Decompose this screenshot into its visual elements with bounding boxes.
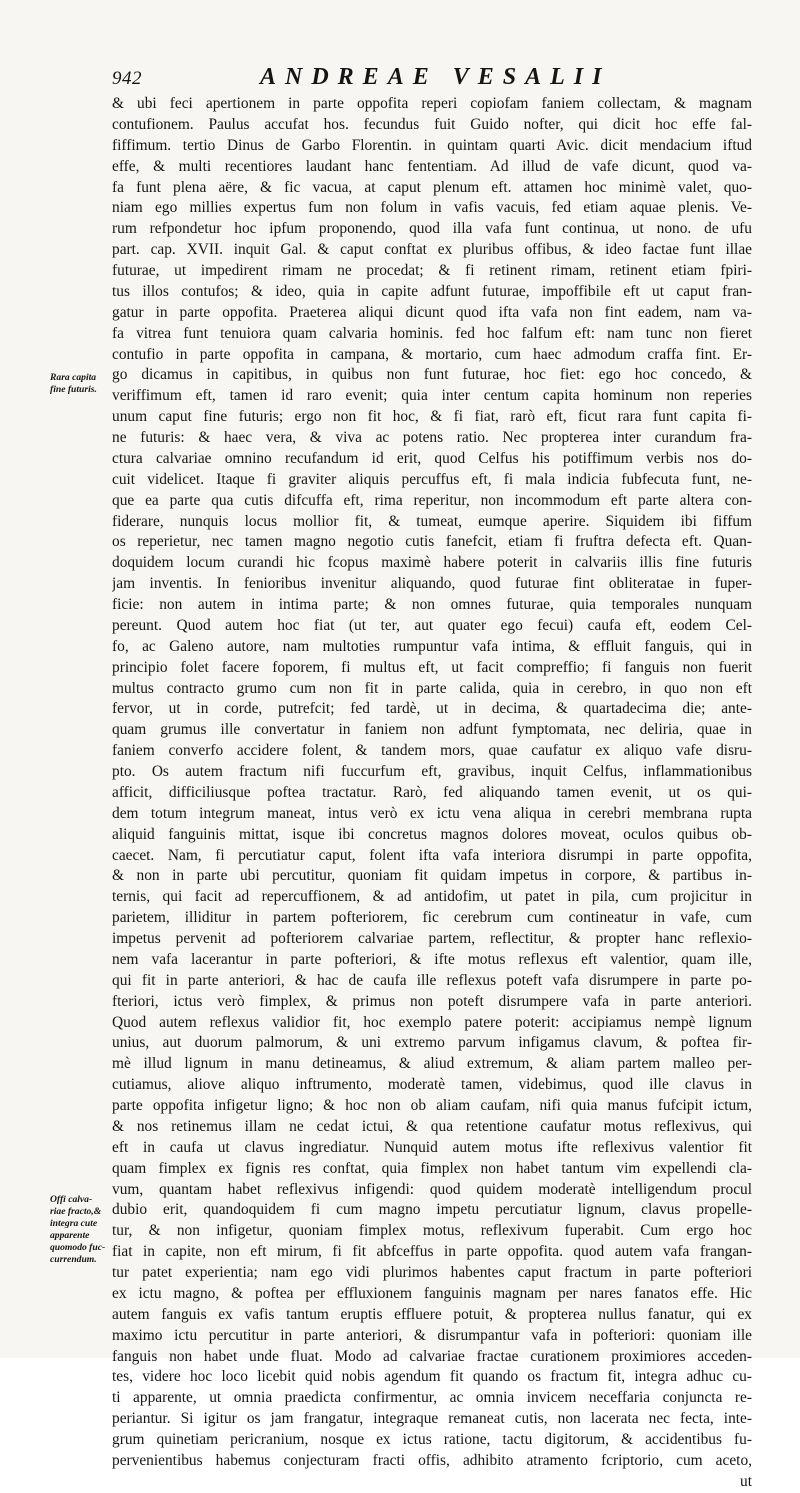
- text-line: fteriori, ictus verò fimplex, & primus non poteft disrumpere vafa in parte anteriori.: [112, 992, 752, 1010]
- catchword: ut: [740, 1472, 752, 1490]
- text-line: quam fimplex ex fignis res conftat, quia fimplex non habet tantum vim expellendi cla-: [112, 1159, 752, 1177]
- text-line: ex ictu magno, & poftea per effluxionem fanguinis magnam per nares fanatos effe. Hic: [112, 1284, 752, 1302]
- text-line: unum caput fine futuris; ergo non fit hoc, & fi fiat, rarò eft, ficut rara funt capita fi-: [112, 408, 752, 426]
- margin-note-line: Offi calva-: [50, 1194, 93, 1205]
- text-line: impetus pervenit ad pofteriorem calvariae partem, reflectitur, & propter hanc reflexio-: [112, 930, 752, 947]
- margin-note-ossis-calvariae: [50, 1194, 112, 1266]
- text-line: fo, ac Galeno autore, nam multoties rumpuntur vafa intima, & effluit fanguis, qui in: [112, 637, 752, 655]
- text-line: fa funt plena aëre, & fic vacua, at caput plenum eft. attamen hoc minimè valet, quo-: [112, 178, 752, 196]
- text-line: unius, aut duorum palmorum, & uni extremo parvum infigamus clavum, & poftea fir-: [112, 1034, 752, 1052]
- text-line: os reperietur, nec tamen magno negotio cutis fanefcit, etiam fi fruftra defecta eft. Quan-: [112, 533, 752, 551]
- text-line: Quod autem reflexus validior fit, hoc exemplo patere poterit: accipiamus nempè lignum: [112, 1013, 752, 1031]
- page-number: 942: [112, 68, 142, 89]
- text-line: rum refpondetur hoc ipfum proponendo, quod illa vafa funt continua, ut nono. de ufu: [112, 220, 752, 238]
- text-line: doquidem locum curandi hic fcopus maximè habere poterit in calvariis illis fine futuris: [112, 554, 752, 572]
- text-line: tur patet experientia; nam ego vidi plurimos habentes caput fractum in parte pofteriori: [112, 1264, 752, 1281]
- text-line: go dicamus in capitibus, in quibus non funt futurae, hoc fiet: ego hoc concedo, &: [112, 366, 752, 384]
- text-line: niam ego millies expertus fum non folum in vafis vacuis, fed etiam aquae plenis. Ve-: [112, 199, 752, 217]
- text-line: ctura calvariae omnino recufandum id erit, quod Celfus his potiffimum verbis nos do-: [112, 449, 752, 467]
- text-line: faniem converfo accidere folent, & tandem mors, quae caufatur ex aliquo vafe disru-: [112, 742, 752, 760]
- text-line: gatur in parte oppofita. Praeterea aliqui dicunt quod ifta vafa non fint eadem, nam va-: [112, 303, 752, 321]
- text-line: & nos retinemus illam ne cedat ictui, & qua retentione caufatur motus reflexivus, qui: [112, 1117, 752, 1135]
- text-line: & ubi feci apertionem in parte oppofita reperi copiofam faniem collectam, & magnam: [112, 95, 752, 112]
- text-line: fanguis non habet unde fluat. Modo ad calvariae fractae curationem proximiores acceden-: [112, 1347, 752, 1365]
- text-line: fiderare, nunquis locus mollior fit, & tumeat, eumque aperire. Siquidem ibi fiffum: [112, 512, 752, 530]
- text-line: cuit videlicet. Itaque fi graviter aliquis percuffus eft, fi mala indicia fubfecuta funt, ne-: [112, 470, 752, 488]
- text-line: ne futuris: & haec vera, & viva ac potens ratio. Nec propterea inter curandum fra-: [112, 429, 752, 446]
- margin-note-line: apparente: [50, 1230, 90, 1241]
- text-line: nem vafa lacerantur in parte pofteriori, & ifte motus reflexus eft valentior, quam ille,: [112, 950, 752, 968]
- text-line: fiat in capite, non eft mirum, fi fit abfceffus in parte oppofita. quod autem vafa frangan-: [112, 1243, 752, 1261]
- text-line: eft in caufa ut clavus ingrediatur. Nunquid autem motus ifte reflexivus valentior fit: [112, 1138, 752, 1156]
- text-line: ti apparente, ut omnia praedicta confirmentur, ac omnia invicem neceffaria conjuncta re-: [112, 1389, 752, 1407]
- text-line: que ea parte qua cutis difcuffa eft, rima reperitur, non incommodum eft parte altera con-: [112, 491, 752, 509]
- text-line: jam inventis. In fenioribus invenitur aliquando, quod futurae fint obliteratae in fuper-: [112, 575, 752, 593]
- text-line: fa vitrea funt tenuiora quam calvaria hominis. fed hoc falfum eft: nam tunc non fieret: [112, 324, 752, 342]
- running-title: ANDREAE VESALII: [260, 64, 611, 90]
- text-line: dubio erit, quandoquidem fi cum magno impetu percutiatur lignum, clavus propelle-: [112, 1201, 752, 1219]
- text-line: qui fit in parte anteriori, & hac de caufa ille reflexus poteft vafa disrumpere in parte po-: [112, 971, 752, 989]
- text-line: aliquid fanguinis mittat, isque ibi concretus magnos dolores moveat, oculos quibus ob-: [112, 825, 752, 843]
- text-line: effe, & multi recentiores laudant hanc fententiam. Ad illud de vafe dicunt, quod va-: [112, 157, 752, 175]
- text-line: contufionem. Paulus accufat hos. fecundus fuit Guido nofter, qui dicit hoc effe fal-: [112, 115, 752, 133]
- text-line: fiffimum. tertio Dinus de Garbo Florentin. in quintam quarti Avic. dicit mendacium iftud: [112, 136, 752, 154]
- margin-note-line: Rara capita: [50, 372, 97, 383]
- text-line: pereunt. Quod autem hoc fiat (ut ter, aut quater ego fecui) caufa eft, eodem Cel-: [112, 616, 752, 634]
- text-line: caecet. Nam, fi percutiatur caput, folent ifta vafa interiora disrumpi in parte oppofita,: [112, 846, 752, 864]
- text-line: maximo ictu percutitur in parte anteriori, & disrumpantur vafa in pofteriori: quoniam ille: [112, 1326, 752, 1344]
- body-text: [112, 94, 752, 1493]
- text-line: multus contracto grumo cum non fit in parte calida, quia in cerebro, in quo non eft: [112, 679, 752, 697]
- text-line: tes, videre hoc loco licebit quid nobis agendum fit quando os fractum fit, integra adhuc cu-: [112, 1368, 752, 1386]
- text-line: principio folet facere foporem, fi multus eft, ut facit compreffio; fi fanguis non fuerit: [112, 658, 752, 676]
- text-line: quam grumus ille convertatur in faniem non adfunt fymptomata, nec deliria, quae in: [112, 721, 752, 739]
- text-line: mè illud lignum in manu detineamus, & aliud extremum, & aliam partem malleo per-: [112, 1055, 752, 1073]
- text-line: pto. Os autem fractum nifi fuccurfum eft, gravibus, inquit Celfus, inflammationibus: [112, 763, 752, 780]
- text-line: ternis, qui facit ad repercuffionem, & ad antidofim, ut patet in pila, cum projicitur in: [112, 888, 752, 906]
- text-line: fervor, ut in corde, putrefcit; fed tardè, ut in decima, & quartadecima die; ante-: [112, 700, 752, 718]
- text-line: futurae, ut impedirent rimam ne procedat; & fi retinent rimam, retinent etiam fpiri-: [112, 262, 752, 279]
- page-header: [112, 64, 752, 94]
- text-line: veriffimum eft, tamen id raro evenit; quia inter centum capita hominum non reperies: [112, 387, 752, 405]
- text-line: grum quinetiam pericranium, nosque ex ictus ratione, tactu digitorum, & accidentibus fu-: [112, 1431, 752, 1448]
- text-line: parietem, illiditur in partem pofteriorem, fic cerebrum cum contineatur in vafe, cum: [112, 909, 752, 927]
- margin-note-rara-capita: [50, 372, 112, 396]
- text-line: afficit, difficiliusque poftea tractatur. Rarò, fed aliquando tamen evenit, ut os qui-: [112, 783, 752, 801]
- text-line: parte oppofita infigetur ligno; & hoc non ob aliam caufam, nifi quia manus fufcipit ictum,: [112, 1097, 752, 1114]
- text-line: & non in parte ubi percutitur, quoniam fit quidam impetus in corpore, & partibus in-: [112, 867, 752, 885]
- text-line: ficie: non autem in intima parte; & non omnes futurae, quia temporales nunquam: [112, 596, 752, 613]
- text-line: dem totum integrum maneat, intus verò ex ictu vena aliqua in cerebri membrana rupta: [112, 804, 752, 822]
- text-line: autem fanguis ex vafis tantum eruptis effluere potuit, & propterea nullus fanatur, qui ex: [112, 1305, 752, 1323]
- text-line: contufio in parte oppofita in campana, & mortario, cum haec admodum craffa fint. Er-: [112, 345, 752, 363]
- margin-note-line: fine futuris.: [50, 384, 97, 395]
- margin-note-line: integra cute: [50, 1218, 98, 1229]
- text-line: part. cap. XVII. inquit Gal. & caput conftat ex pluribus offibus, & ideo factae funt illae: [112, 241, 752, 259]
- text-line: tus illos contufos; & ideo, quia in capite adfunt futurae, impoffibile eft ut caput fran-: [112, 282, 752, 300]
- margin-note-line: quomodo fuc-: [50, 1242, 106, 1253]
- text-line: pervenientibus habemus conjecturam fracti offis, adhibito atramento fcriptorio, cum aceto,: [112, 1451, 752, 1469]
- text-line: periantur. Si igitur os jam frangatur, integraque remaneat cutis, non lacerata nec fecta, inte-: [112, 1410, 752, 1428]
- margin-note-line: riae fracto,&: [50, 1206, 102, 1217]
- text-line: cutiamus, aliove aliquo inftrumento, moderatè tamen, videbimus, quod ille clavus in: [112, 1076, 752, 1094]
- text-line: tur, & non infigetur, quoniam fimplex motus, reflexivum fuperabit. Cum ergo hoc: [112, 1222, 752, 1240]
- margin-note-line: currendum.: [50, 1254, 97, 1265]
- text-line: vum, quantam habet reflexivus infigendi: quod quidem moderatè intelligendum procul: [112, 1180, 752, 1198]
